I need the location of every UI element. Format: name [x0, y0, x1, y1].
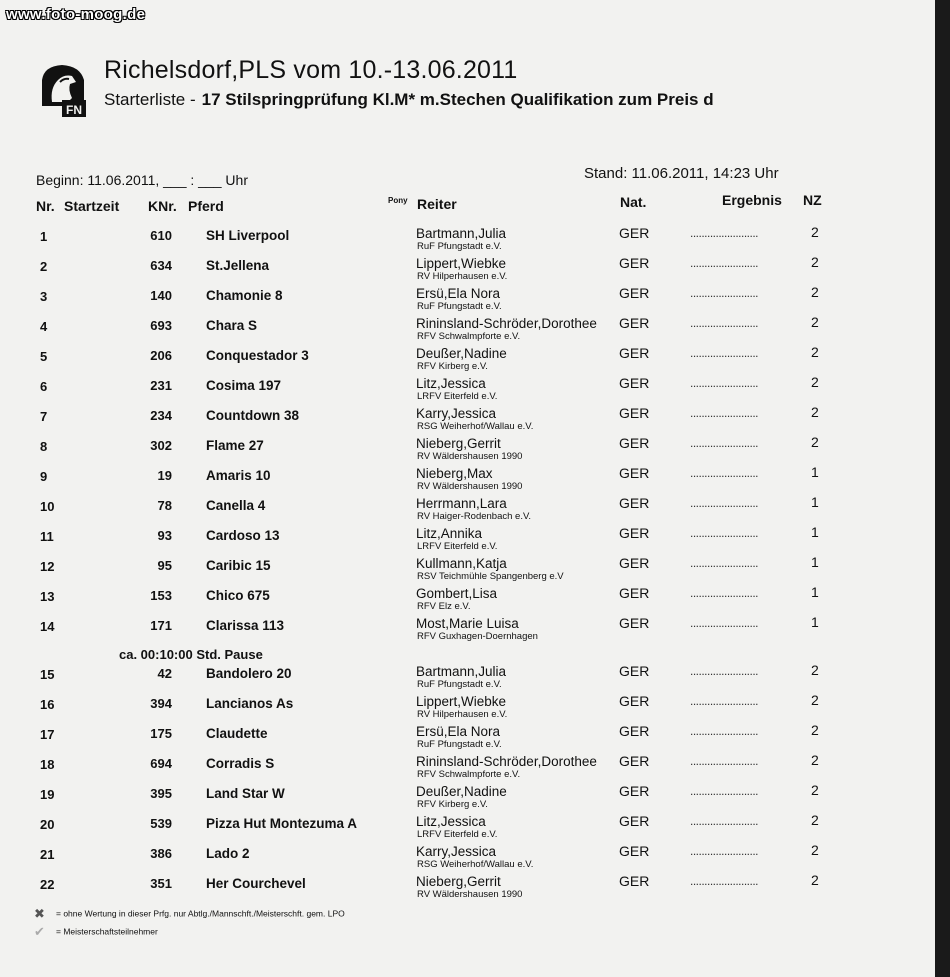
table-row: [0, 780, 935, 810]
cell-nz: 2: [811, 284, 819, 300]
cell-nr: 2: [40, 259, 48, 274]
pause-note: ca. 00:10:00 Std. Pause: [119, 647, 263, 662]
cell-dots: ........................: [690, 376, 759, 390]
cell-horse: Chamonie 8: [206, 288, 283, 303]
table-row: [0, 750, 935, 780]
cell-nat: GER: [619, 255, 650, 271]
cell-nz: 2: [811, 344, 819, 360]
cell-nr: 12: [40, 559, 55, 574]
cell-club: RSV Teichmühle Spangenberg e.V: [417, 571, 564, 582]
cell-club: RFV Kirberg e.V.: [417, 799, 488, 810]
cell-nr: 1: [40, 229, 48, 244]
cell-nz: 1: [811, 584, 819, 600]
column-header-nr: Nr.: [36, 198, 55, 214]
cell-knr: 394: [150, 696, 172, 711]
table-row: [0, 840, 935, 870]
cell-knr: 634: [150, 258, 172, 273]
cell-nr: 8: [40, 439, 48, 454]
cell-knr: 78: [157, 498, 172, 513]
cell-horse: Claudette: [206, 726, 268, 741]
cell-nat: GER: [619, 723, 650, 739]
cell-horse: Flame 27: [206, 438, 264, 453]
column-header-nz: NZ: [803, 192, 822, 208]
cell-rider: Nieberg,Gerrit: [416, 874, 501, 889]
cell-horse: Cosima 197: [206, 378, 282, 393]
cell-rider: Deußer,Nadine: [416, 784, 507, 799]
cell-nat: GER: [619, 345, 650, 361]
cell-club: RFV Guxhagen-Doernhagen: [417, 631, 538, 642]
column-header-pony: Pony: [388, 196, 408, 205]
cell-rider: Karry,Jessica: [416, 844, 497, 859]
cell-club: RFV Schwalmpforte e.V.: [417, 331, 521, 342]
table-row: [0, 582, 935, 612]
cell-horse: SH Liverpool: [206, 228, 290, 243]
cell-horse: Canella 4: [206, 498, 266, 513]
cell-knr: 395: [150, 786, 172, 801]
cell-dots: ........................: [690, 316, 759, 330]
cell-dots: ........................: [690, 664, 759, 678]
cell-nat: GER: [619, 615, 650, 631]
cell-nz: 2: [811, 812, 819, 828]
cell-knr: 234: [150, 408, 172, 423]
cell-dots: ........................: [690, 286, 759, 300]
cell-knr: 231: [150, 378, 172, 393]
cell-nz: 2: [811, 782, 819, 798]
legend-text: = ohne Wertung in dieser Prfg. nur Abtlg./Mannschft./Meisterschft. gem. LPO: [56, 908, 345, 919]
cell-dots: ........................: [690, 466, 759, 480]
cell-nr: 17: [40, 727, 55, 742]
cell-rider: Kullmann,Katja: [416, 556, 507, 571]
cell-knr: 610: [150, 228, 172, 243]
cell-rider: Gombert,Lisa: [416, 586, 498, 601]
cell-knr: 206: [150, 348, 172, 363]
cell-rider: Karry,Jessica: [416, 406, 497, 421]
cell-knr: 140: [150, 288, 172, 303]
cell-club: RV Hilperhausen e.V.: [417, 709, 508, 720]
cell-knr: 539: [150, 816, 172, 831]
table-row: [0, 312, 935, 342]
cell-nr: 15: [40, 667, 55, 682]
cell-dots: ........................: [690, 784, 759, 798]
table-row: [0, 492, 935, 522]
list-label: Starterliste -: [104, 90, 196, 109]
table-row: [0, 612, 935, 642]
cell-dots: ........................: [690, 526, 759, 540]
cell-dots: ........................: [690, 616, 759, 630]
legend-championship: [34, 924, 158, 940]
cell-knr: 351: [150, 876, 172, 891]
column-header-nat: Nat.: [620, 194, 647, 210]
cell-horse: Lado 2: [206, 846, 250, 861]
cell-rider: Herrmann,Lara: [416, 496, 507, 511]
table-row: [0, 660, 935, 690]
cell-dots: ........................: [690, 406, 759, 420]
cell-horse: Lancianos As: [206, 696, 294, 711]
cell-club: RSG Weiherhof/Wallau e.V.: [417, 859, 534, 870]
cell-horse: Bandolero 20: [206, 666, 292, 681]
cell-nat: GER: [619, 465, 650, 481]
page-edge: [935, 0, 950, 977]
cell-nz: 2: [811, 314, 819, 330]
cell-club: LRFV Eiterfeld e.V.: [417, 541, 498, 552]
cell-nat: GER: [619, 843, 650, 859]
cell-nz: 2: [811, 872, 819, 888]
cell-rider: Nieberg,Gerrit: [416, 436, 501, 451]
column-header-knr: KNr.: [148, 198, 177, 214]
cell-nr: 18: [40, 757, 55, 772]
cell-dots: ........................: [690, 844, 759, 858]
cell-horse: Pizza Hut Montezuma A: [206, 816, 358, 831]
cell-rider: Most,Marie Luisa: [416, 616, 519, 631]
cell-nat: GER: [619, 555, 650, 571]
cell-nr: 19: [40, 787, 55, 802]
cell-rider: Litz,Annika: [416, 526, 483, 541]
cell-club: RuF Pfungstadt e.V.: [417, 301, 502, 312]
column-header-pferd: Pferd: [188, 198, 224, 214]
cell-club: RFV Kirberg e.V.: [417, 361, 488, 372]
cell-horse: Amaris 10: [206, 468, 271, 483]
cell-club: RSG Weiherhof/Wallau e.V.: [417, 421, 534, 432]
cell-rider: Bartmann,Julia: [416, 664, 507, 679]
cell-nz: 2: [811, 692, 819, 708]
cell-nz: 1: [811, 554, 819, 570]
cell-nz: 2: [811, 662, 819, 678]
cell-nat: GER: [619, 753, 650, 769]
cell-knr: 693: [150, 318, 172, 333]
cell-horse: St.Jellena: [206, 258, 270, 273]
cell-horse: Chico 675: [206, 588, 270, 603]
cell-horse: Conquestador 3: [206, 348, 309, 363]
cell-club: RV Wäldershausen 1990: [417, 451, 523, 462]
cell-nr: 3: [40, 289, 48, 304]
cell-nat: GER: [619, 663, 650, 679]
cell-club: RV Hilperhausen e.V.: [417, 271, 508, 282]
cell-nz: 2: [811, 752, 819, 768]
cell-nz: 2: [811, 722, 819, 738]
cell-nz: 2: [811, 434, 819, 450]
cell-nr: 21: [40, 847, 55, 862]
cell-club: RV Haiger-Rodenbach e.V.: [417, 511, 532, 522]
cell-horse: Corradis S: [206, 756, 275, 771]
check-icon: ✔: [34, 924, 45, 939]
cell-horse: Clarissa 113: [206, 618, 285, 633]
cell-nr: 16: [40, 697, 55, 712]
cell-rider: Ersü,Ela Nora: [416, 724, 501, 739]
cell-nat: GER: [619, 693, 650, 709]
cell-knr: 171: [150, 618, 172, 633]
cell-rider: Lippert,Wiebke: [416, 694, 507, 709]
cell-dots: ........................: [690, 694, 759, 708]
cell-nz: 1: [811, 464, 819, 480]
table-row: [0, 720, 935, 750]
cell-horse: Cardoso 13: [206, 528, 280, 543]
cell-dots: ........................: [690, 814, 759, 828]
cell-nat: GER: [619, 315, 650, 331]
cell-club: RuF Pfungstadt e.V.: [417, 241, 502, 252]
cell-nat: GER: [619, 375, 650, 391]
cell-rider: Bartmann,Julia: [416, 226, 507, 241]
cell-rider: Deußer,Nadine: [416, 346, 507, 361]
table-row: [0, 282, 935, 312]
cell-nz: 2: [811, 842, 819, 858]
cell-nr: 14: [40, 619, 55, 634]
cell-horse: Land Star W: [206, 786, 285, 801]
table-row: [0, 462, 935, 492]
cell-knr: 95: [157, 558, 172, 573]
cell-dots: ........................: [690, 874, 759, 888]
cell-knr: 19: [157, 468, 172, 483]
cell-horse: Caribic 15: [206, 558, 271, 573]
cell-nat: GER: [619, 225, 650, 241]
cell-dots: ........................: [690, 754, 759, 768]
start-time-info: Beginn: 11.06.2011, ___ : ___ Uhr: [36, 172, 248, 188]
cell-horse: Her Courchevel: [206, 876, 306, 891]
cell-knr: 694: [150, 756, 172, 771]
cell-nr: 10: [40, 499, 55, 514]
cell-nz: 1: [811, 524, 819, 540]
fn-horse-logo-icon: [38, 62, 88, 118]
cell-nat: GER: [619, 525, 650, 541]
cell-rider: Litz,Jessica: [416, 376, 486, 391]
cell-knr: 153: [150, 588, 172, 603]
cell-nr: 20: [40, 817, 55, 832]
table-row: [0, 690, 935, 720]
cell-dots: ........................: [690, 436, 759, 450]
cell-knr: 302: [150, 438, 172, 453]
cell-horse: Chara S: [206, 318, 258, 333]
table-row: [0, 372, 935, 402]
cell-dots: ........................: [690, 226, 759, 240]
cell-nr: 13: [40, 589, 55, 604]
cell-nr: 7: [40, 409, 48, 424]
cell-club: RuF Pfungstadt e.V.: [417, 679, 502, 690]
cell-club: RuF Pfungstadt e.V.: [417, 739, 502, 750]
cell-nz: 2: [811, 374, 819, 390]
table-row: [0, 342, 935, 372]
cell-rider: Rininsland-Schröder,Dorothee: [416, 754, 597, 769]
table-row: [0, 402, 935, 432]
cell-club: RV Wäldershausen 1990: [417, 481, 523, 492]
page-subtitle: [104, 90, 714, 110]
cell-nr: 4: [40, 319, 48, 334]
cell-rider: Ersü,Ela Nora: [416, 286, 501, 301]
cell-rider: Rininsland-Schröder,Dorothee: [416, 316, 597, 331]
cell-club: LRFV Eiterfeld e.V.: [417, 391, 498, 402]
cell-dots: ........................: [690, 496, 759, 510]
cell-nat: GER: [619, 435, 650, 451]
cell-nz: 1: [811, 494, 819, 510]
table-row: [0, 252, 935, 282]
fn-logo-text: FN: [66, 103, 82, 117]
cell-nat: GER: [619, 813, 650, 829]
cell-club: LRFV Eiterfeld e.V.: [417, 829, 498, 840]
cell-nat: GER: [619, 783, 650, 799]
cell-rider: Litz,Jessica: [416, 814, 486, 829]
cell-nat: GER: [619, 285, 650, 301]
cell-club: RFV Elz e.V.: [417, 601, 471, 612]
cell-knr: 386: [150, 846, 172, 861]
cell-dots: ........................: [690, 256, 759, 270]
legend-no-rating: [34, 906, 345, 922]
cell-dots: ........................: [690, 724, 759, 738]
column-header-startzeit: Startzeit: [64, 198, 120, 214]
cell-knr: 175: [150, 726, 172, 741]
cell-knr: 93: [157, 528, 172, 543]
cell-rider: Lippert,Wiebke: [416, 256, 507, 271]
table-row: [0, 810, 935, 840]
cell-nr: 9: [40, 469, 48, 484]
cell-club: RV Wäldershausen 1990: [417, 889, 523, 900]
cell-nz: 2: [811, 254, 819, 270]
cell-nr: 5: [40, 349, 48, 364]
cell-dots: ........................: [690, 586, 759, 600]
status-timestamp: Stand: 11.06.2011, 14:23 Uhr: [584, 165, 779, 182]
cell-knr: 42: [157, 666, 172, 681]
cell-horse: Countdown 38: [206, 408, 299, 423]
cell-rider: Nieberg,Max: [416, 466, 493, 481]
cell-nr: 6: [40, 379, 48, 394]
table-row: [0, 552, 935, 582]
cell-club: RFV Schwalmpforte e.V.: [417, 769, 521, 780]
cell-nat: GER: [619, 405, 650, 421]
cross-icon: ✖: [34, 906, 45, 921]
cell-nz: 1: [811, 614, 819, 630]
column-header-reiter: Reiter: [417, 196, 457, 212]
watermark: www.foto-moog.de: [6, 6, 146, 23]
cell-nat: GER: [619, 495, 650, 511]
cell-nz: 2: [811, 404, 819, 420]
legend-text: = Meisterschaftsteilnehmer: [56, 926, 158, 937]
cell-dots: ........................: [690, 556, 759, 570]
cell-nz: 2: [811, 224, 819, 240]
cell-nr: 22: [40, 877, 55, 892]
cell-nat: GER: [619, 585, 650, 601]
table-row: [0, 432, 935, 462]
cell-nr: 11: [40, 529, 54, 544]
table-row: [0, 222, 935, 252]
page-title: Richelsdorf,PLS vom 10.-13.06.2011: [104, 56, 518, 84]
table-row: [0, 522, 935, 552]
table-row: [0, 870, 935, 900]
competition-name: 17 Stilspringprüfung Kl.M* m.Stechen Qualifikation zum Preis d: [201, 90, 714, 109]
cell-nat: GER: [619, 873, 650, 889]
column-header-ergebnis: Ergebnis: [722, 192, 782, 208]
cell-dots: ........................: [690, 346, 759, 360]
